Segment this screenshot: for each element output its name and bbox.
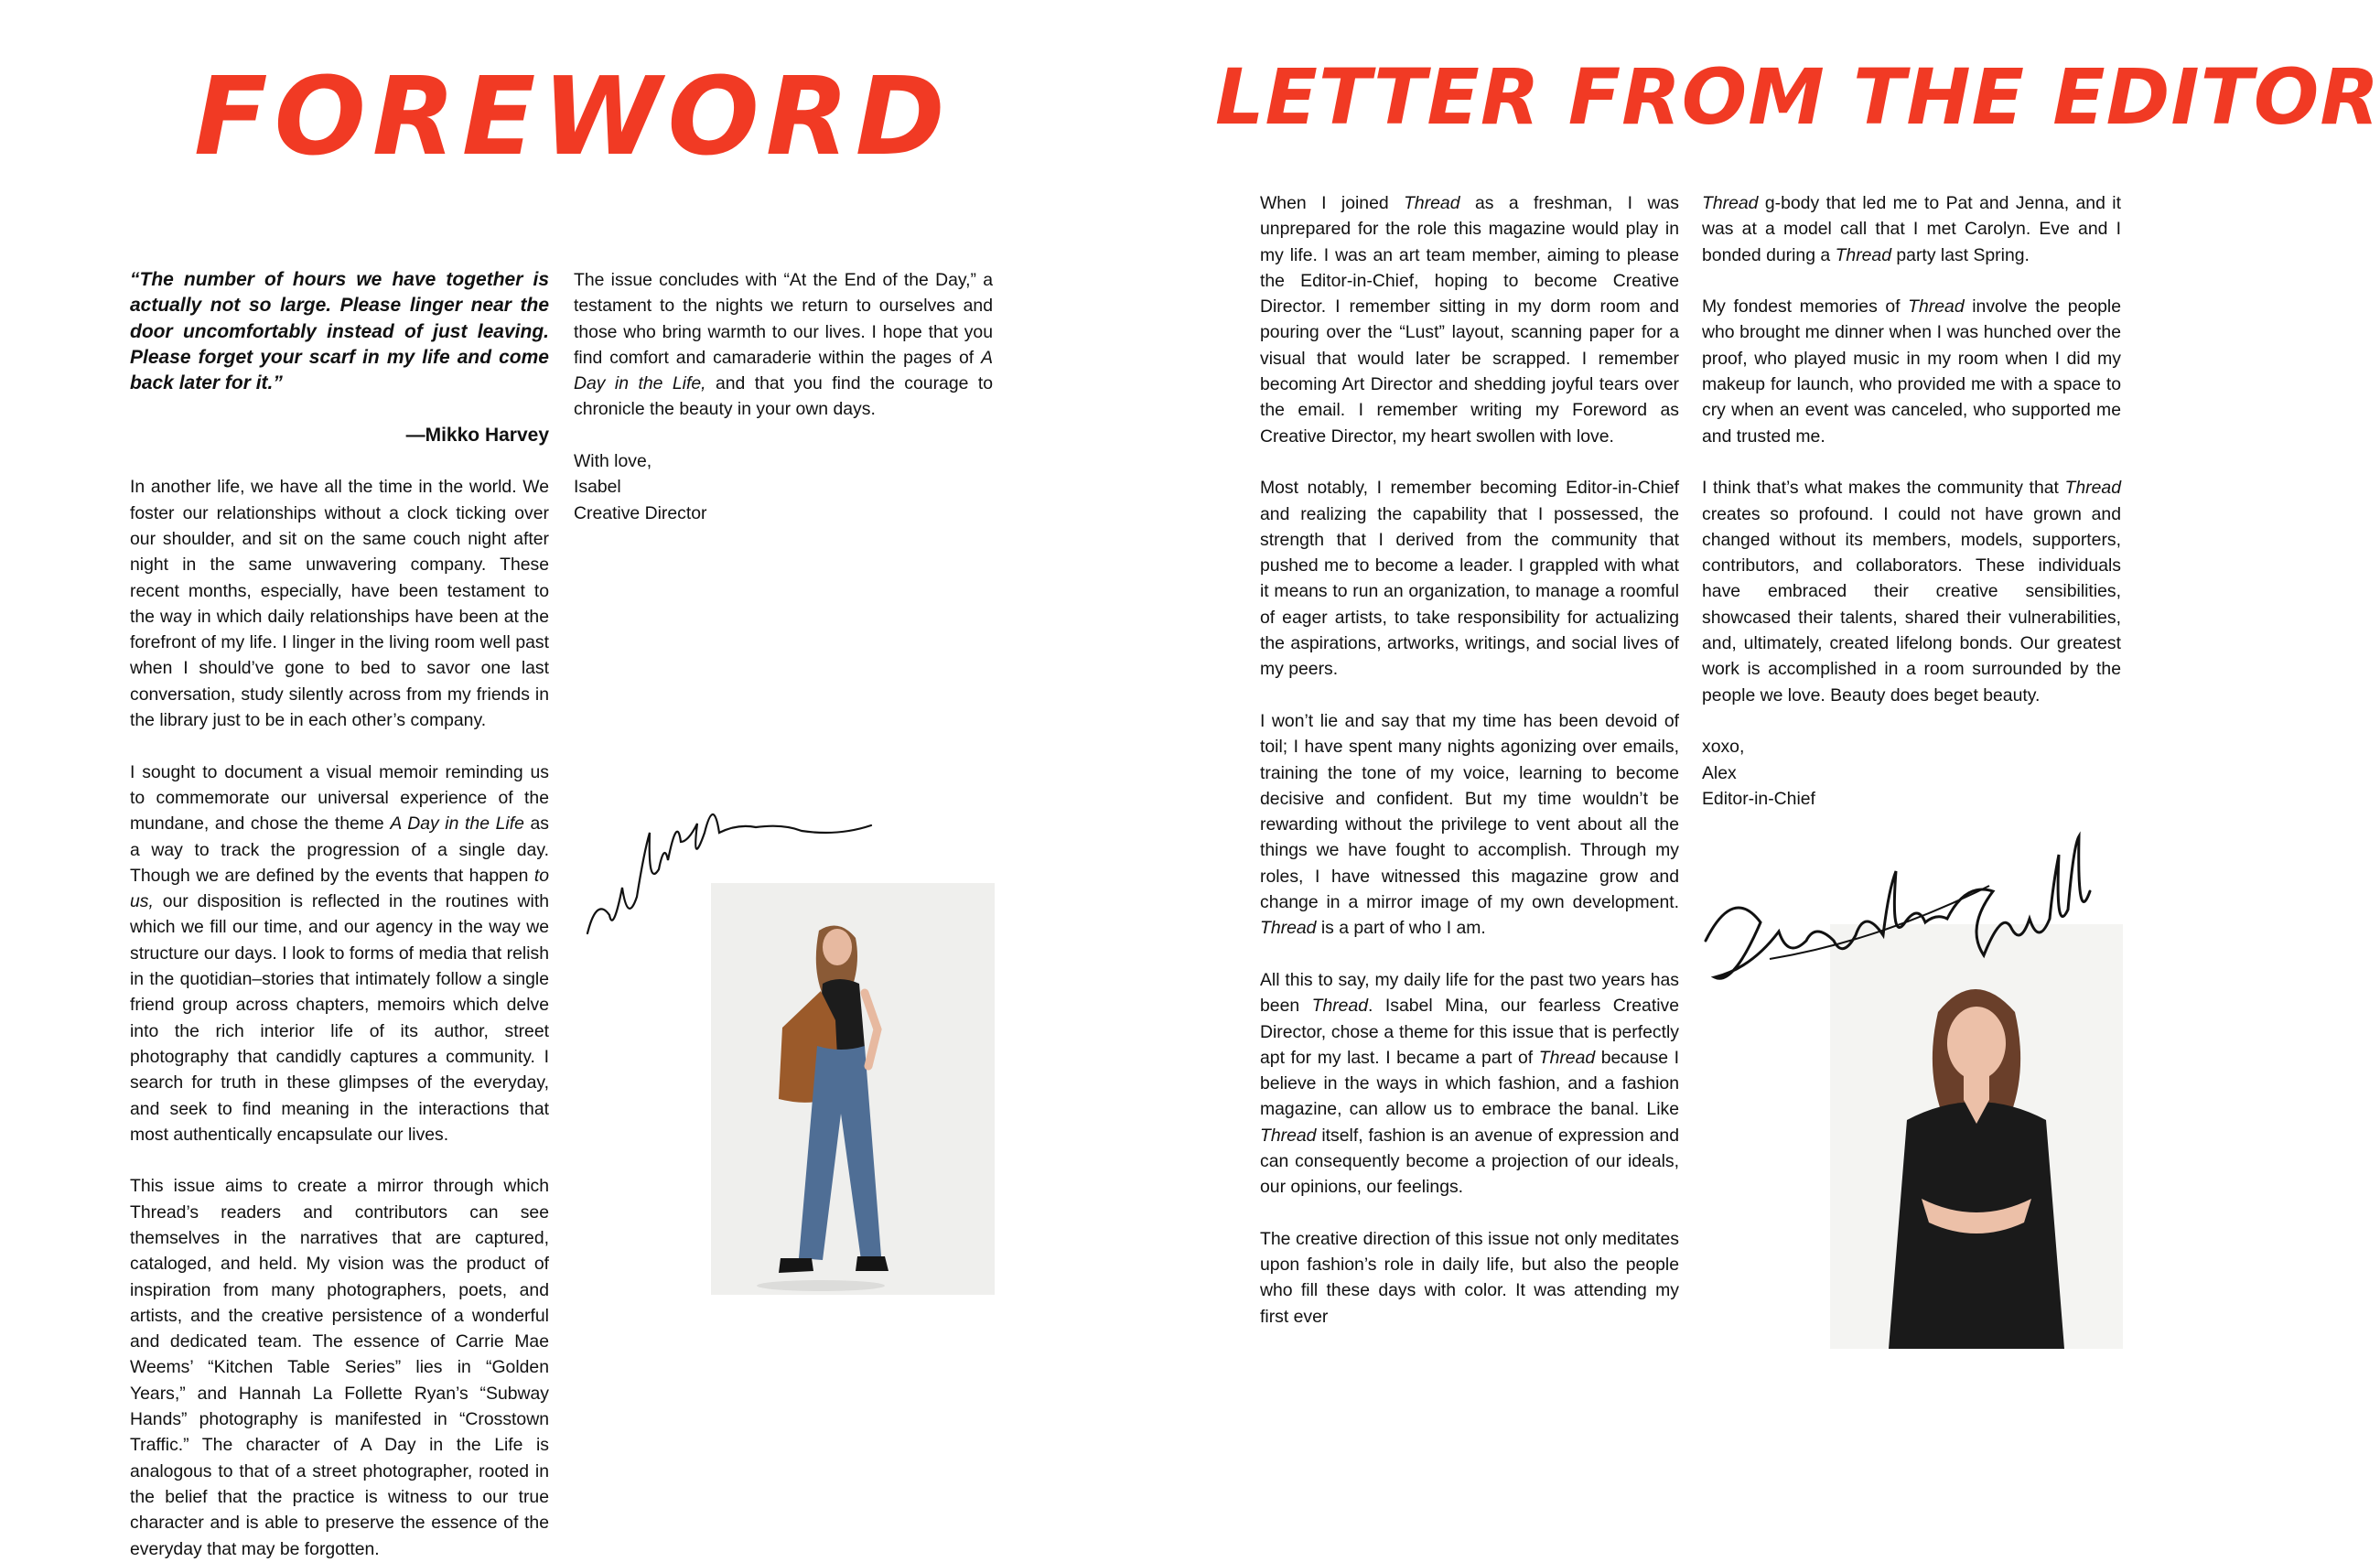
letter-paragraph-5-end bbox=[1702, 190, 2121, 268]
foreword-page bbox=[0, 0, 1120, 1559]
magazine-name: Thread bbox=[1404, 193, 1460, 213]
signoff-block bbox=[574, 448, 993, 526]
emphasis-text: to us, bbox=[130, 865, 549, 912]
magazine-name: Thread bbox=[1908, 296, 1965, 318]
text-run: itself, fashion is an avenue of expression and can consequently become a projection of our ideals, our opinions, our feelings. bbox=[1260, 1125, 1679, 1198]
editor-column-1 bbox=[1260, 190, 1679, 1330]
signoff: xoxo, bbox=[1702, 737, 1745, 758]
text-run: I sought to document a visual memoir reminding us to commemorate our universal experience of the mundane, and chose the theme bbox=[130, 761, 549, 835]
text-run: party last Spring. bbox=[1891, 244, 2030, 265]
epigraph-attribution: —Mikko Harvey bbox=[405, 424, 549, 446]
creative-director-signature bbox=[582, 842, 875, 947]
epigraph-quote: “The number of hours we have together is actually not so large. Please linger near the door uncomfortably instead of just leaving. Please forget your scarf in my life and come back later for it.” bbox=[130, 269, 549, 394]
magazine-name: Thread bbox=[1702, 193, 1759, 213]
magazine-name: Thread bbox=[2064, 478, 2121, 499]
text-run: I think that’s what makes the community that bbox=[1702, 478, 2065, 499]
text-run: involve the people who brought me dinner when I was hunched over the proof, who played music in my room when I did my makeup for launch, who provided me with a space to cry when an event was canceled, who supported me and trusted me. bbox=[1702, 296, 2121, 447]
text-run: g-body that led me to Pat and Jenna, and it was at a model call that I met Carolyn. Eve and I bonded during a bbox=[1702, 193, 2121, 265]
text-run: I won’t lie and say that my time has been devoid of toil; I have spent many nights agonizing over emails, training the tone of my voice, learning to become decisive and confident. But my time wouldn’t be rewarding without the privilege to vent about all the things we have fought to accomplish. Through my roles, I have witnessed this magazine grow and change in a mirror image of my own development. bbox=[1260, 710, 1679, 913]
letter-paragraph-3 bbox=[1260, 708, 1679, 942]
author-name: Alex bbox=[1702, 762, 1737, 783]
foreword-column-1 bbox=[130, 267, 549, 1562]
magazine-name: Thread bbox=[1260, 918, 1317, 939]
magazine-name: Thread bbox=[1835, 244, 1892, 265]
foreword-paragraph-1: In another life, we have all the time in the world. We foster our relationships without a clock ticking over our shoulder, and sit on the same couch night after night in the same unwavering company. These recent months, especially, have been testament to the way in which daily relationships have been at the forefront of my life. I linger in the living room well past when I should’ve gone to bed to savor one last conversation, study silently across from my friends in the library just to be in each other’s company. bbox=[130, 477, 549, 731]
letter-paragraph-1 bbox=[1260, 190, 1679, 449]
foreword-paragraph-4 bbox=[574, 267, 993, 423]
letter-paragraph-2: Most notably, I remember becoming Editor-in-Chief and realizing the capability that I possessed, the strength that I derived from the community that pushed me to become a leader. I grappled with what it means to run an organization, to manage a roomful of eager artists, to take responsibility for actualizing the aspirations, artworks, writings, and social lives of my peers. bbox=[1260, 478, 1679, 680]
text-run: our disposition is reflected in the routines with which we fill our time, and our agency in the way we structure our days. I look to forms of media that relish in the quotidian–stories that intimately follow a single friend group across chapters, memoirs which delve into the rich interior life of its author, street photography that candidly captures a community. I search for truth in these glimpses of the everyday, and seek to find meaning in the interactions that most authentically encapsulate our lives. bbox=[130, 891, 549, 1145]
editor-letter-page bbox=[1120, 0, 2380, 1449]
text-run: as a freshman, I was unprepared for the role this magazine would play in my life. I was an art team member, aiming to please the Editor-in-Chief, hoping to become Creative Director. I remember sitting in my dorm room and pouring over the “Lust” layout, scanning paper for a visual that would later be scrapped. I remember becoming Art Director and shedding joyful tears over the email. I remember writing my Foreword as Creative Director, my heart swollen with love. bbox=[1260, 193, 1679, 447]
text-run: My fondest memories of bbox=[1702, 296, 1909, 318]
foreword-paragraph-2 bbox=[130, 759, 549, 1147]
text-run: creates so profound. I could not have grown and changed without its members, models, supporters, contributors, and collaborators. These individuals have embraced their creative sensibilities, showcased their talents, shared their vulnerabilities, and, ultimately, created lifelong bonds. Our greatest work is accomplished in a room surrounded by the people we love. Beauty does beget beauty. bbox=[1702, 503, 2121, 706]
letter-paragraph-5-start bbox=[1260, 1226, 1679, 1330]
letter-paragraph-4 bbox=[1260, 967, 1679, 1201]
magazine-name: Thread bbox=[1311, 996, 1369, 1017]
author-name: Isabel bbox=[574, 477, 621, 498]
issue-theme: A Day in the Life, bbox=[574, 347, 993, 394]
editor-letter-title: LETTER FROM THE EDITOR bbox=[1215, 52, 2380, 142]
text-run: When I joined bbox=[1260, 193, 1405, 213]
magazine-name: Thread bbox=[1260, 1125, 1317, 1146]
foreword-paragraph-3: This issue aims to create a mirror through which Thread’s readers and contributors can see themselves in the narratives that are captured, cataloged, and held. My vision was the product of inspiration from many photographers, poets, and artists, and the creative persistence of a wonderful and dedicated team. The essence of Carrie Mae Weems’ “Kitchen Table Series” lies in “Golden Years,” and Hannah La Follette Ryan’s “Subway Hands” photography is manifested in “Crosstown Traffic.” The character of A Day in the Life is analogous to that of a street photographer, rooted in the belief that the practice is witness to our true character and is able to preserve the essence of the everyday that may be forgotten. bbox=[130, 1176, 549, 1559]
magazine-name: Thread bbox=[1538, 1047, 1596, 1068]
signoff: With love, bbox=[574, 451, 652, 472]
text-run: The issue concludes with “At the End of the Day,” a testament to the nights we return to ourselves and those who bring warmth to our lives. I hope that you find comfort and camaraderie within the pages of bbox=[574, 270, 993, 368]
letter-paragraph-7 bbox=[1702, 475, 2121, 708]
issue-theme: A Day in the Life bbox=[390, 813, 524, 835]
letter-paragraph-6 bbox=[1702, 294, 2121, 449]
text-run: All this to say, my daily life for the past two years has been bbox=[1260, 969, 1679, 1017]
foreword-title: FOREWORD bbox=[194, 53, 952, 179]
text-run: because I believe in the ways in which fashion, and a fashion magazine, can allow us to embrace the banal. Like bbox=[1260, 1047, 1679, 1120]
text-run: is a part of who I am. bbox=[1316, 918, 1486, 939]
text-run: . Isabel Mina, our fearless Creative Director, chose a theme for this issue that is perfectly apt for my last. I became a part of bbox=[1260, 996, 1679, 1068]
text-run: and that you find the courage to chronicle the beauty in your own days. bbox=[574, 373, 993, 420]
editor-in-chief-signature bbox=[1696, 858, 2127, 1028]
author-role: Creative Director bbox=[574, 502, 707, 523]
signoff-block bbox=[1702, 734, 2121, 812]
text-run: The creative direction of this issue not only meditates upon fashion’s role in daily life, but also the people who fill these days with color. It was attending my first ever bbox=[1260, 1228, 1679, 1327]
editor-column-2 bbox=[1702, 190, 2121, 812]
foreword-column-2 bbox=[574, 267, 993, 526]
author-role: Editor-in-Chief bbox=[1702, 788, 1815, 809]
text-run: as a way to track the progression of a single day. Though we are defined by the events that happen bbox=[130, 813, 550, 886]
